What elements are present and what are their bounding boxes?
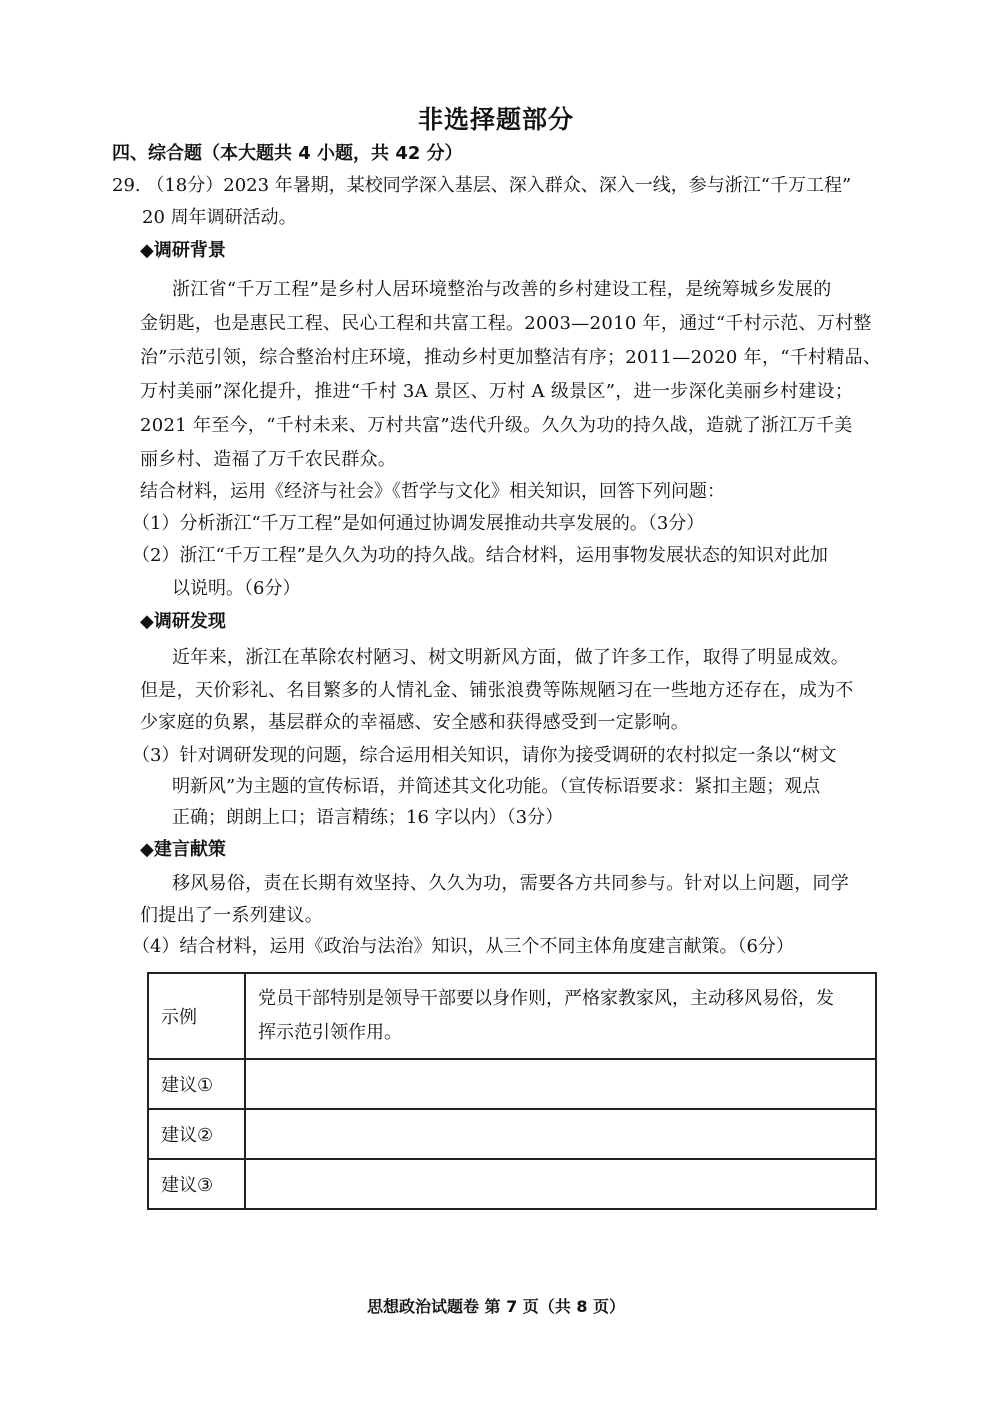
table-label-example: 示例 bbox=[148, 973, 245, 1059]
table-label-suggestion-1: 建议① bbox=[148, 1059, 245, 1109]
table-row-suggestion-2 bbox=[148, 1109, 876, 1159]
table-label-suggestion-3: 建议③ bbox=[148, 1159, 245, 1209]
background-line-2: 金钥匙，也是惠民工程、民心工程和共富工程。2003—2010 年，通过“千村示范、万村整 bbox=[140, 313, 872, 334]
background-line-4: 万村美丽”深化提升，推进“千村 3A 景区、万村 A 级景区”，进一步深化美丽乡村建设； bbox=[140, 381, 854, 402]
table-cell-example bbox=[245, 973, 876, 1059]
findings-heading: ◆调研发现 bbox=[140, 611, 226, 632]
table-cell-suggestion-1[interactable] bbox=[245, 1059, 876, 1109]
advice-heading: ◆建言献策 bbox=[140, 839, 226, 860]
background-line-6: 丽乡村、造福了万千农民群众。 bbox=[140, 449, 397, 470]
table-row-suggestion-3 bbox=[148, 1159, 876, 1209]
section-header: 四、综合题（本大题共 4 小题，共 42 分） bbox=[112, 143, 463, 164]
question-29-intro-line1: 29. （18分）2023 年暑期，某校同学深入基层、深入群众、深入一线，参与浙江“千万工程” bbox=[112, 175, 852, 196]
background-line-3: 治”示范引领，综合整治村庄环境，推动乡村更加整洁有序；2011—2020 年，“千村精品、 bbox=[140, 347, 882, 368]
advice-line-2: 们提出了一系列建议。 bbox=[140, 905, 323, 926]
table-row-suggestion-1 bbox=[148, 1059, 876, 1109]
findings-line-2: 但是，天价彩礼、名目繁多的人情礼金、铺张浪费等陈规陋习在一些地方还存在，成为不 bbox=[140, 680, 854, 701]
example-text-line2: 挥示范引领作用。 bbox=[258, 1022, 402, 1043]
background-line-5: 2021 年至今，“千村未来、万村共富”迭代升级。久久为功的持久战，造就了浙江万千美 bbox=[140, 415, 853, 436]
table-label-suggestion-2: 建议② bbox=[148, 1109, 245, 1159]
sub-question-4: （4）结合材料，运用《政治与法治》知识，从三个不同主体角度建言献策。（6分） bbox=[132, 936, 794, 957]
sub-question-3-line2: 明新风”为主题的宣传标语，并简述其文化功能。（宣传标语要求：紧扣主题；观点 bbox=[172, 776, 821, 797]
suggestion-table bbox=[147, 972, 877, 1210]
table-cell-suggestion-3[interactable] bbox=[245, 1159, 876, 1209]
page-footer: 思想政治试题卷 第 7 页（共 8 页） bbox=[366, 1297, 626, 1316]
findings-line-1: 近年来，浙江在革除农村陋习、树文明新风方面，做了许多工作，取得了明显成效。 bbox=[172, 647, 850, 668]
sub-question-3-line3: 正确；朗朗上口；语言精练；16 字以内）（3分） bbox=[172, 807, 564, 828]
table-row-example bbox=[148, 973, 876, 1059]
background-line-1: 浙江省“千万工程”是乡村人居环境整治与改善的乡村建设工程，是统筹城乡发展的 bbox=[172, 279, 832, 300]
background-heading: ◆调研背景 bbox=[140, 240, 226, 261]
example-text-line1: 党员干部特别是领导干部要以身作则，严格家教家风，主动移风易俗，发 bbox=[258, 988, 834, 1009]
sub-question-1: （1）分析浙江“千万工程”是如何通过协调发展推动共享发展的。（3分） bbox=[132, 513, 705, 534]
combine-instruction: 结合材料，运用《经济与社会》《哲学与文化》相关知识，回答下列问题： bbox=[140, 481, 725, 502]
table-cell-suggestion-2[interactable] bbox=[245, 1109, 876, 1159]
page-title: 非选择题部分 bbox=[417, 105, 574, 134]
sub-question-2-line1: （2）浙江“千万工程”是久久为功的持久战。结合材料，运用事物发展状态的知识对此加 bbox=[132, 545, 828, 566]
sub-question-3-line1: （3）针对调研发现的问题，综合运用相关知识，请你为接受调研的农村拟定一条以“树文 bbox=[132, 745, 837, 766]
question-29-intro-line2: 20 周年调研活动。 bbox=[142, 207, 297, 228]
findings-line-3: 少家庭的负累，基层群众的幸福感、安全感和获得感受到一定影响。 bbox=[140, 712, 689, 733]
advice-line-1: 移风易俗，责在长期有效坚持、久久为功，需要各方共同参与。针对以上问题，同学 bbox=[172, 873, 850, 894]
sub-question-2-line2: 以说明。（6分） bbox=[172, 578, 301, 599]
